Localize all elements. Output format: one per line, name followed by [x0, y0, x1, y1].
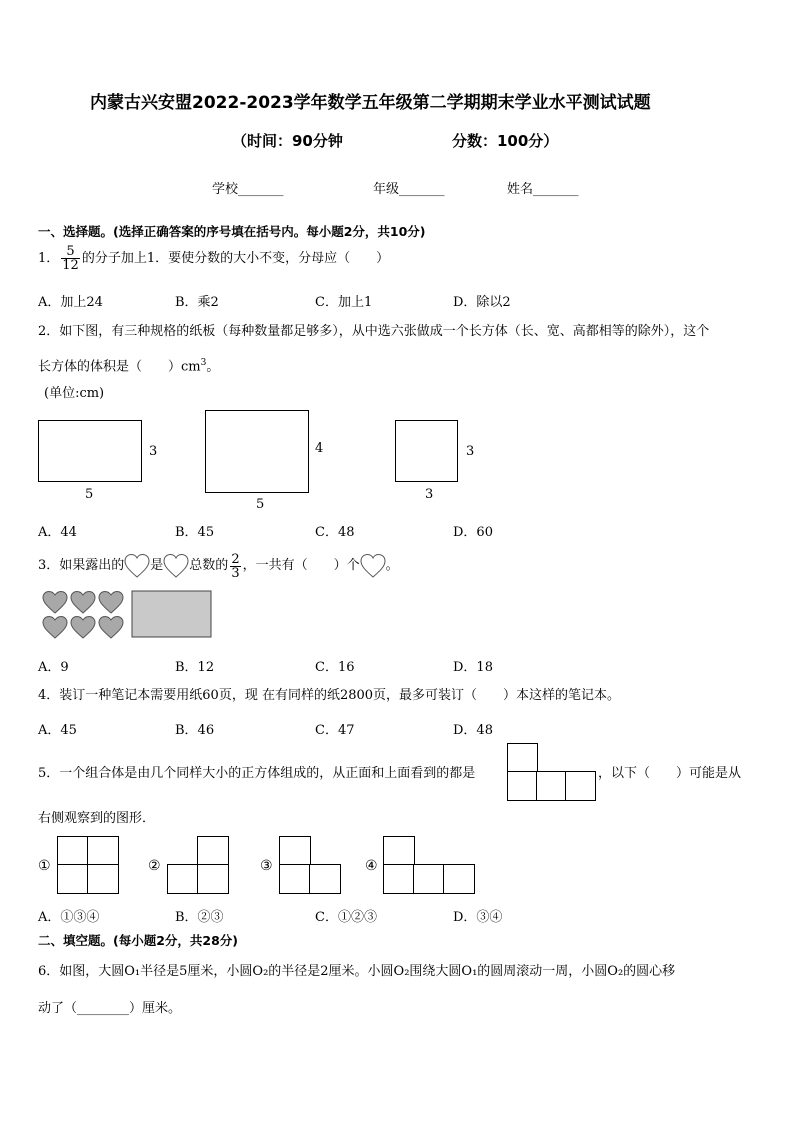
- q5-figure-label-4: ④: [365, 858, 378, 874]
- q5-option-c[interactable]: C．①②③: [315, 910, 377, 925]
- q3-part5: 。: [385, 558, 399, 573]
- q5-fig1-cell: [57, 864, 89, 894]
- q2-line2: [38, 355, 219, 375]
- q5-fig4-cell: [413, 864, 445, 894]
- q2-label-5b: 5: [256, 497, 265, 512]
- q1-number: 1．: [38, 251, 60, 266]
- q5-fig3-cell: [309, 864, 341, 894]
- q6-line1: 6．如图，大圆O₁半径是5厘米，小圆O₂的半径是2厘米。小圆O₂围绕大圆O₁的圆周滚动一周，小圆O₂的圆心移: [38, 964, 676, 979]
- q5-fig2-cell: [167, 864, 199, 894]
- q4-option-a[interactable]: A．45: [38, 723, 77, 738]
- heart-icon: [163, 553, 189, 579]
- q2-label-4: 4: [315, 441, 324, 456]
- q2-option-b[interactable]: B．45: [175, 525, 215, 540]
- section2-heading: 二、填空题。(每小题2分，共28分): [38, 933, 239, 948]
- q3-hearts-figure: [40, 589, 215, 641]
- q2-label-5a: 5: [85, 487, 94, 502]
- q5-view-cell: [507, 771, 538, 801]
- q5-fig2-cell: [197, 864, 229, 894]
- q5-figure-label-1: ①: [38, 858, 51, 874]
- q2-option-d[interactable]: D．60: [453, 525, 493, 540]
- q5-line1-b: ，以下（ ）可能是从: [598, 766, 742, 781]
- q1-fraction: [61, 245, 80, 272]
- q2-board-3x3: [395, 420, 458, 482]
- q1-option-a[interactable]: A．加上24: [38, 295, 103, 310]
- q1-stem: [38, 245, 389, 272]
- q4-option-c[interactable]: C．47: [315, 723, 355, 738]
- q2-unit: (单位:cm): [44, 386, 105, 401]
- q5-figure-label-2: ②: [148, 858, 161, 874]
- q2-label-3a: 3: [149, 444, 158, 459]
- q3-option-c[interactable]: C．16: [315, 660, 355, 675]
- q4-stem: 4．装订一种笔记本需要用纸60页，现 在有同样的纸2800页，最多可装订（ ）本这样的笔记本。: [38, 688, 621, 703]
- q5-option-d[interactable]: D．③④: [453, 910, 503, 925]
- q5-fig1-cell: [57, 836, 89, 866]
- q5-option-b[interactable]: B．②③: [175, 910, 224, 925]
- name-field[interactable]: 姓名_______: [507, 182, 579, 197]
- q5-figure-label-3: ③: [260, 858, 273, 874]
- grade-field[interactable]: 年级_______: [373, 182, 445, 197]
- q2-option-a[interactable]: A．44: [38, 525, 77, 540]
- heart-icon: [360, 553, 386, 579]
- q3-fraction: [230, 553, 240, 580]
- q3-part4: ，一共有（ ）个: [242, 558, 360, 573]
- exam-time: （时间：90分钟: [232, 132, 343, 150]
- q3-option-a[interactable]: A．9: [38, 660, 69, 675]
- q3-part1: 3．如果露出的: [38, 558, 125, 573]
- q2-label-3c: 3: [425, 487, 434, 502]
- q3-part2: 是: [150, 558, 164, 573]
- q2-line1: 2．如下图，有三种规格的纸板（每种数量都足够多），从中选六张做成一个长方体（长、宽、高都相等的除外），这个: [38, 324, 710, 339]
- q1-option-b[interactable]: B．乘2: [175, 295, 219, 310]
- q1-frac-num: 5: [61, 245, 80, 259]
- q3-option-b[interactable]: B．12: [175, 660, 215, 675]
- q5-fig1-cell: [87, 836, 119, 866]
- q5-fig2-cell: [197, 836, 229, 866]
- q6-line2[interactable]: 动了（________）厘米。: [38, 1001, 182, 1016]
- q5-fig1-cell: [87, 864, 119, 894]
- q2-line2-end: 。: [206, 359, 220, 375]
- q5-fig4-cell: [383, 836, 415, 866]
- q3-option-d[interactable]: D．18: [453, 660, 493, 675]
- q2-board-5x4: [205, 410, 309, 493]
- q5-view-cell: [565, 771, 596, 801]
- q1-option-d[interactable]: D．除以2: [453, 295, 511, 310]
- q4-option-b[interactable]: B．46: [175, 723, 215, 738]
- q5-fig4-cell: [383, 864, 415, 894]
- q5-view-cell: [536, 771, 567, 801]
- q5-fig4-cell: [443, 864, 475, 894]
- q3-covered-box: [132, 591, 211, 637]
- q2-label-3b: 3: [466, 444, 475, 459]
- heart-icon: [43, 592, 123, 639]
- school-field[interactable]: 学校_______: [212, 182, 284, 197]
- q3-stem: [38, 548, 399, 584]
- q5-line1-a: 5．一个组合体是由几个同样大小的正方体组成的，从正面和上面看到的都是: [38, 766, 476, 781]
- heart-icon: [124, 553, 150, 579]
- exam-score: 分数：100分）: [452, 132, 559, 150]
- q5-fig3-cell: [279, 836, 311, 866]
- section1-heading: 一、选择题。(选择正确答案的序号填在括号内。每小题2分，共10分): [38, 224, 426, 239]
- q3-frac-den: 3: [231, 565, 240, 581]
- q5-fig3-cell: [279, 864, 311, 894]
- q5-option-a[interactable]: A．①③④: [38, 910, 100, 925]
- q3-part3: 总数的: [189, 558, 229, 573]
- q1-option-c[interactable]: C．加上1: [315, 295, 373, 310]
- page-title: 内蒙古兴安盟2022-2023学年数学五年级第二学期期末学业水平测试试题: [90, 93, 651, 113]
- q2-line2-text: 长方体的体积是（ ）cm: [38, 359, 201, 375]
- q4-option-d[interactable]: D．48: [453, 723, 493, 738]
- q1-frac-den: 12: [62, 258, 79, 273]
- q2-option-c[interactable]: C．48: [315, 525, 355, 540]
- q2-board-5x3: [38, 420, 142, 482]
- q3-frac-num: 2: [231, 551, 240, 567]
- q2-superscript: 3: [200, 358, 207, 368]
- q1-text: 的分子加上1．要使分数的大小不变，分母应（ ）: [81, 251, 390, 266]
- q5-view-cell: [507, 743, 538, 773]
- q5-line2: 右侧观察到的图形．: [38, 811, 156, 826]
